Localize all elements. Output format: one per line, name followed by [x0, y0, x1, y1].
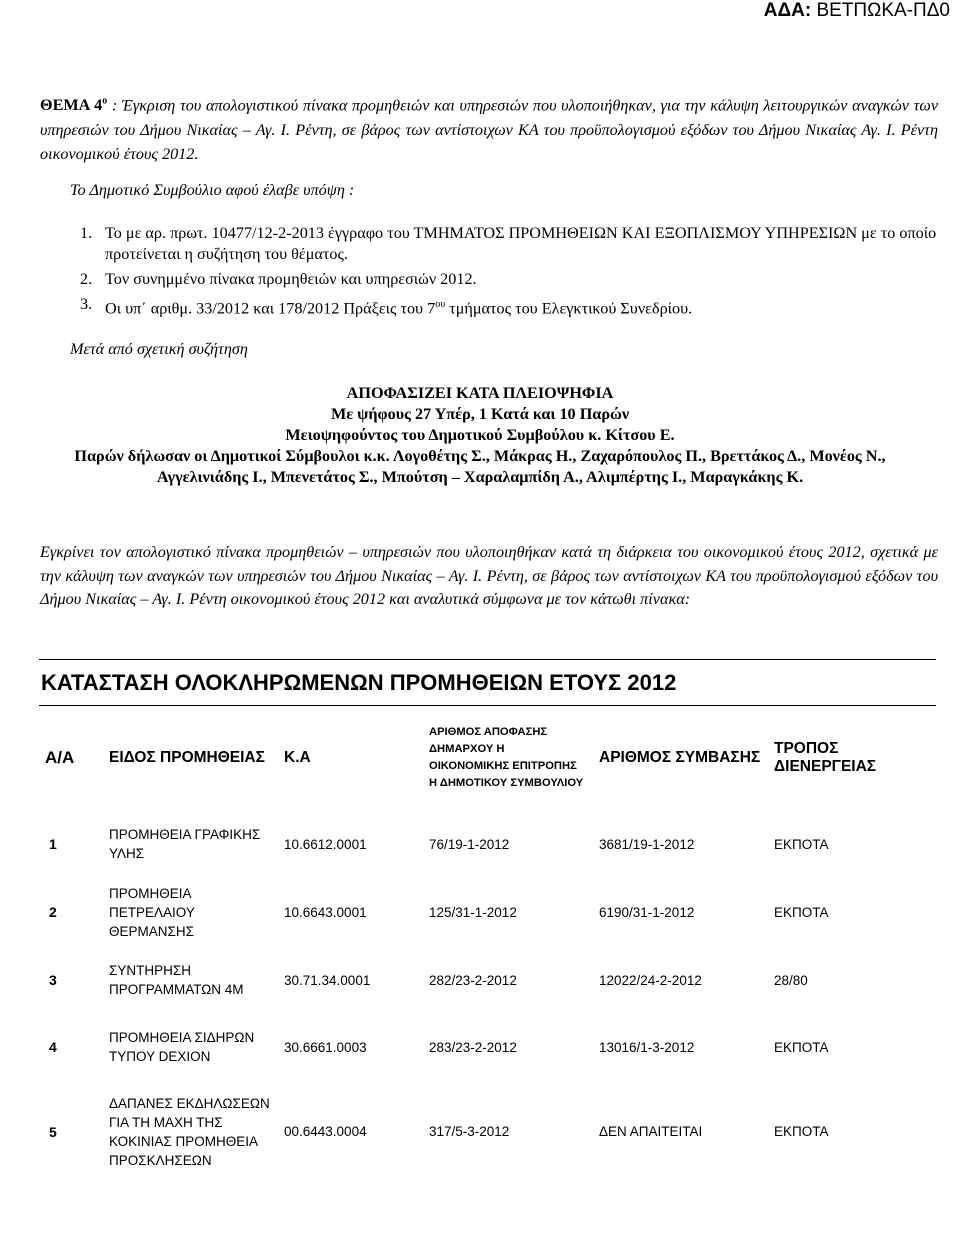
cell-aa: 5 — [49, 1123, 57, 1140]
decision-dissent: Μειοψηφούντος του Δημοτικού Συμβούλου κ. Κίτσου Ε. — [285, 426, 675, 444]
list-item-number: 1. — [80, 224, 93, 242]
table-row — [39, 1014, 936, 1080]
list-item-text: Το με αρ. πρωτ. 10477/12-2-2013 έγγραφο του ΤΜΗΜΑΤΟΣ ΠΡΟΜΗΘΕΙΩΝ ΚΑΙ ΕΞΟΠΛΙΣΜΟΥ ΥΠΗΡΕΣΙΩΝ με το οποίο προτείνεται η συζήτηση του θέματος. — [105, 224, 937, 263]
subject-sup: ο — [102, 96, 108, 107]
cell-kind: ΔΑΠΑΝΕΣ ΕΚΔΗΛΩΣΕΩΝ ΓΙΑ ΤΗ ΜΑΧΗ ΤΗΣ ΚΟΚΙΝΙΑΣ ΠΡΟΜΗΘΕΙΑ ΠΡΟΣΚΛΗΣΕΩΝ — [109, 1095, 270, 1168]
cell-method: ΕΚΠΟΤΑ — [774, 836, 829, 852]
cell-ka: 30.71.34.0001 — [284, 972, 371, 988]
cell-method: ΕΚΠΟΤΑ — [774, 1124, 829, 1139]
cell-method: ΕΚΠΟΤΑ — [774, 1039, 829, 1055]
cell-method: 28/80 — [774, 972, 808, 988]
cell-decision: 317/5-3-2012 — [429, 1124, 510, 1139]
cell-decision: 125/31-1-2012 — [429, 904, 517, 920]
cell-kind: ΠΡΟΜΗΘΕΙΑ ΣΙΔΗΡΩΝ ΤΥΠΟΥ DEXION — [109, 1030, 255, 1064]
cell-contract: 6190/31-1-2012 — [599, 904, 695, 920]
ada-label: ΑΔΑ: — [763, 0, 812, 21]
cell-aa: 2 — [49, 904, 57, 920]
header-decision: ΑΡΙΘΜΟΣ ΑΠΟΦΑΣΗΣ ΔΗΜΑΡΧΟΥ Η ΟΙΚΟΝΟΜΙΚΗΣ ΕΠΙΤΡΟΠΗΣ Η ΔΗΜΟΤΙΚΟΥ ΣΥΜΒΟΥΛΙΟΥ — [429, 726, 584, 789]
ada-header — [764, 0, 950, 22]
decision-present: Παρών δήλωσαν οι Δημοτικοί Σύμβουλοι κ.κ. Λογοθέτης Σ., Μάκρας Η., Ζαχαρόπουλος Π., Βρεττάκος Δ., Μονέος Ν., Αγγελινιάδης Ι., Μπενετάτος Σ., Μπούτση – Χαραλαμπίδη Α., Αλιμπέρτης Ι., Μαραγκάκης Κ. — [74, 447, 886, 486]
table-header-row — [39, 706, 936, 811]
cell-method: ΕΚΠΟΤΑ — [774, 904, 829, 920]
cell-contract: 13016/1-3-2012 — [599, 1039, 695, 1055]
list-item-text: Οι υπ΄ αριθμ. 33/2012 και 178/2012 Πράξεις του 7 — [105, 299, 436, 318]
cell-contract: ΔΕΝ ΑΠΑΙΤΕΙΤΑΙ — [599, 1124, 703, 1139]
cell-decision: 76/19-1-2012 — [429, 836, 510, 852]
list-item-text-end: τμήματος του Ελεγκτικού Συνεδρίου. — [445, 299, 693, 318]
considerations-list — [80, 223, 940, 323]
decision-votes: Με ψήφους 27 Υπέρ, 1 Κατά και 10 Παρών — [330, 405, 630, 423]
cell-ka: 30.6661.0003 — [284, 1039, 367, 1055]
cell-ka: 10.6643.0001 — [284, 904, 367, 920]
table-title: ΚΑΤΑΣΤΑΣΗ ΟΛΟΚΛΗΡΩΜΕΝΩΝ ΠΡΟΜΗΘΕΙΩΝ ΕΤΟΥΣ 2012 — [39, 660, 936, 706]
list-item-number: 3. — [80, 295, 93, 313]
cell-contract: 3681/19-1-2012 — [599, 836, 695, 852]
cell-kind: ΠΡΟΜΗΘΕΙΑ ΠΕΤΡΕΛΑΙΟΥ ΘΕΡΜΑΝΣΗΣ — [109, 885, 195, 939]
cell-ka: 10.6612.0001 — [284, 836, 367, 852]
cell-kind: ΣΥΝΤΗΡΗΣΗ ΠΡΟΓΡΑΜΜΑΤΩΝ 4Μ — [109, 963, 244, 997]
table-row — [39, 878, 936, 946]
cell-aa: 3 — [49, 972, 57, 988]
list-item — [80, 223, 940, 265]
intro-text: Το Δημοτικό Συμβούλιο αφού έλαβε υπόψη : — [70, 181, 355, 199]
header-ka: Κ.Α — [284, 749, 311, 766]
cell-ka: 00.6443.0004 — [284, 1124, 367, 1139]
subject-prefix: ΘΕΜΑ 4 — [40, 96, 103, 115]
decision-block — [40, 383, 920, 488]
subject-text: : Έγκριση του απολογιστικού πίνακα προμηθειών και υπηρεσιών που υλοποιήθηκαν, για την κάλυψη λειτουργικών αναγκών των υπηρεσιών του Δήμου Νικαίας – Αγ. Ι. Ρέντη, σε βάρος των αντίστοιχων ΚΑ του προϋπολογισμού εξόδων του Δήμου Νικαίας Αγ. Ι. Ρέντη οικονομικού έτους 2012. — [40, 96, 939, 164]
header-contract: ΑΡΙΘΜΟΣ ΣΥΜΒΑΣΗΣ — [599, 749, 761, 766]
ada-value: ΒΕΤΠΩΚΑ-ΠΔ0 — [816, 0, 950, 21]
header-method: ΤΡΟΠΟΣ ΔΙΕΝΕΡΓΕΙΑΣ — [774, 740, 877, 775]
approval-paragraph: Εγκρίνει τον απολογιστικό πίνακα προμηθειών – υπηρεσιών που υλοποιηθήκαν κατά τη διάρκεια του οικονομικού έτους 2012, σχετικά με την κάλυψη των αναγκών των υπηρεσιών του Δήμου Νικαίας – Αγ. Ι. Ρέντη, σε βάρος των αντίστοιχων ΚΑ του προϋπολογισμού εξόδων του Δήμου Νικαίας – Αγ. Ι. Ρέντη οικονομικού έτους 2012 και αναλυτικά σύμφωνα με τον κάτωθι πίνακα: — [40, 543, 938, 608]
cell-aa: 1 — [49, 836, 57, 852]
header-aa: Α/Α — [45, 748, 75, 767]
cell-decision: 283/23-2-2012 — [429, 1039, 517, 1055]
table-row — [39, 810, 936, 878]
after-discussion-text: Μετά από σχετική συζήτηση — [70, 340, 248, 358]
procurement-table — [39, 659, 936, 1183]
table-row — [39, 1080, 936, 1183]
list-item — [80, 269, 940, 290]
cell-aa: 4 — [49, 1039, 57, 1055]
cell-decision: 282/23-2-2012 — [429, 972, 517, 988]
table-row — [39, 946, 936, 1014]
subject-paragraph — [40, 90, 938, 167]
list-item-number: 2. — [80, 270, 93, 288]
cell-kind: ΠΡΟΜΗΘΕΙΑ ΓΡΑΦΙΚΗΣ ΥΛΗΣ — [109, 827, 261, 861]
decision-heading: ΑΠΟΦΑΣΙΖΕΙ ΚΑΤΑ ΠΛΕΙΟΨΗΦΙΑ — [346, 384, 614, 402]
list-item-sup: ου — [435, 299, 446, 310]
list-item-text: Τον συνημμένο πίνακα προμηθειών και υπηρεσιών 2012. — [105, 270, 477, 288]
list-item — [80, 294, 940, 319]
header-kind: ΕΙΔΟΣ ΠΡΟΜΗΘΕΙΑΣ — [109, 749, 265, 766]
cell-contract: 12022/24-2-2012 — [599, 972, 702, 988]
